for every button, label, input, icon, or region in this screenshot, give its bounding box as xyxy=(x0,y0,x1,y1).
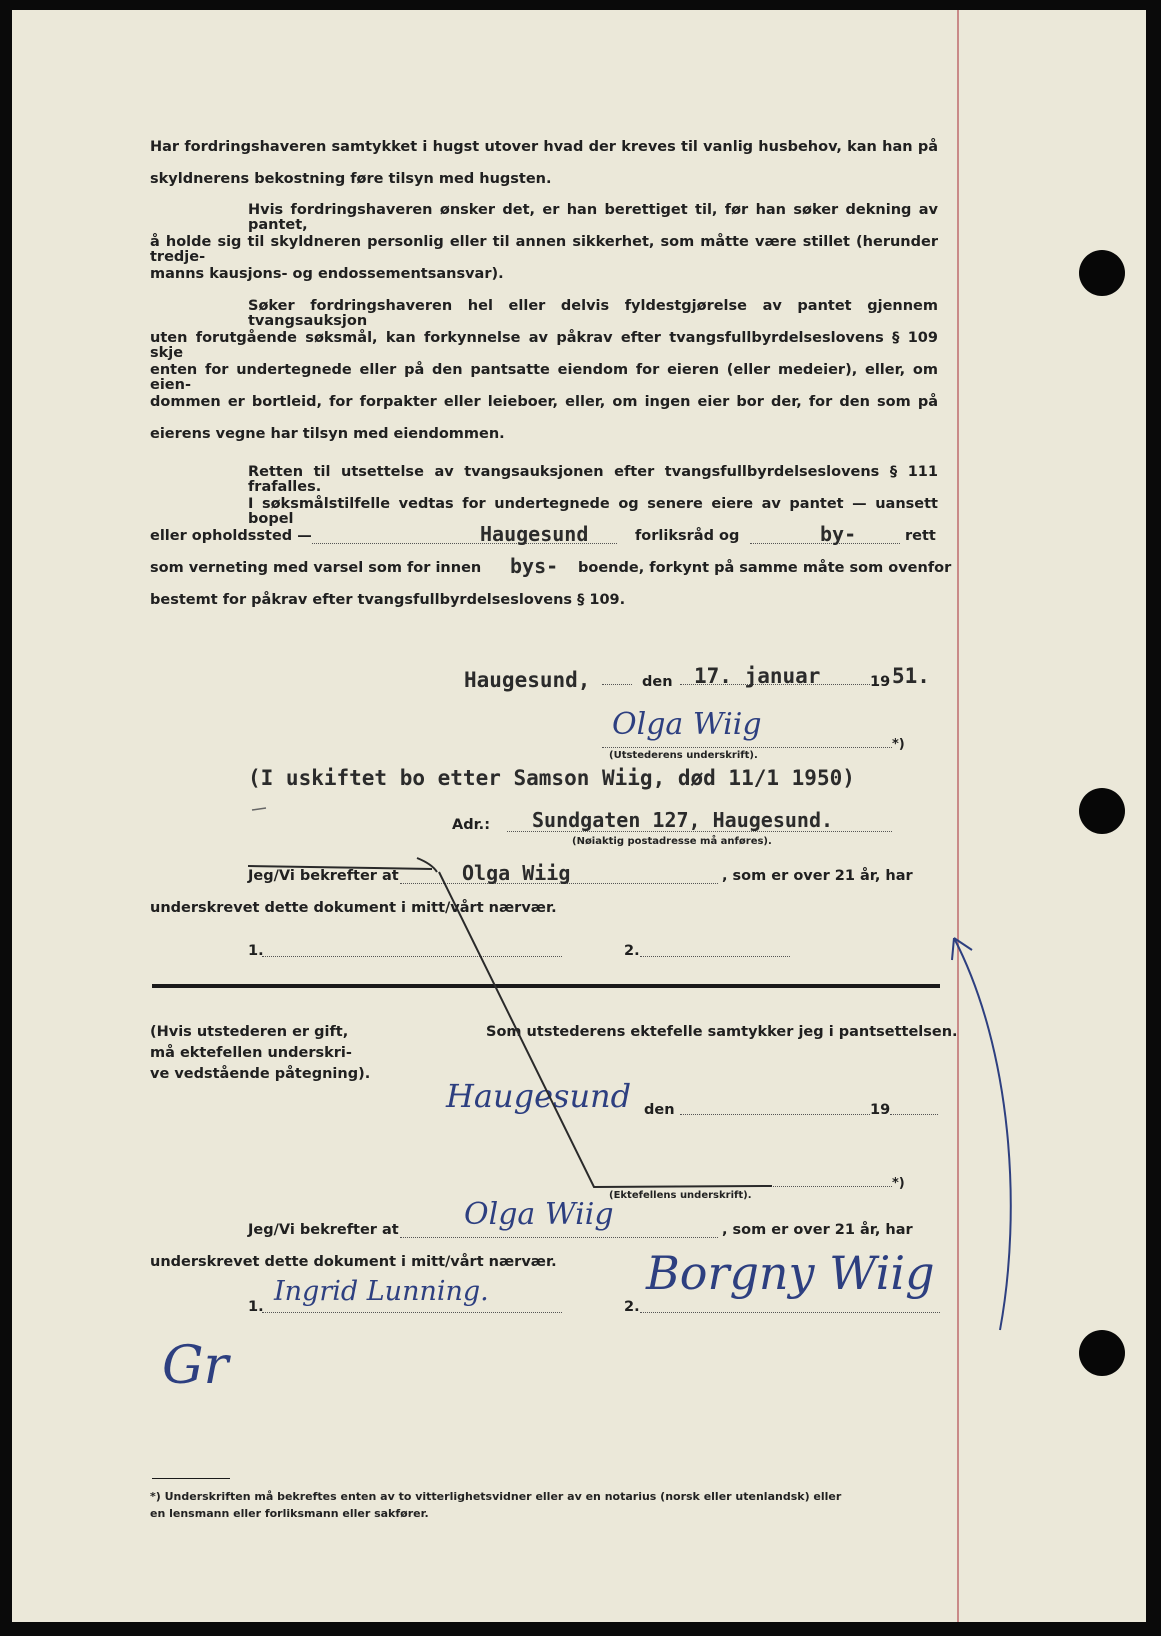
body-line: rett xyxy=(905,528,936,544)
year-prefix: 19 xyxy=(870,674,891,690)
issuer-signature: Olga Wiig xyxy=(612,707,762,742)
stray-mark xyxy=(252,808,266,810)
address-caption: (Nøiaktig postadresse må anføres). xyxy=(572,836,772,847)
body-line: enten for undertegnede eller på den pantsatte eiendom for eieren (eller medeier), eller, om eien- xyxy=(150,362,938,393)
body-line: forliksråd og xyxy=(635,528,740,544)
body-line: Har fordringshaveren samtykket i hugst utover hvad der kreves til vanlig husbehov, kan han på xyxy=(150,139,938,155)
body-line: skyldnerens bekostning føre tilsyn med hugsten. xyxy=(150,171,552,187)
witness-line2: underskrevet dette dokument i mitt/vårt nærvær. xyxy=(150,900,557,916)
body-line: Retten til utsettelse av tvangsauksjonen efter tvangsfullbyrdelseslovens § 111 frafalles. xyxy=(248,464,938,495)
address: Sundgaten 127, Haugesund. xyxy=(532,808,834,832)
footnote-line: en lensmann eller forliksmann eller sakfører. xyxy=(150,1507,429,1520)
witness-name: Olga Wiig xyxy=(462,861,571,885)
spouse-consent: Som utstederens ektefelle samtykker jeg i pantsettelsen. xyxy=(486,1024,958,1040)
spouse-place: Haugesund xyxy=(446,1077,632,1115)
witness-prefix: Jeg/Vi bekrefter at xyxy=(248,868,399,884)
spouse-caption: (Ektefellens underskrift). xyxy=(609,1190,752,1201)
body-line: manns kausjons- og endossementsansvar). xyxy=(150,266,504,282)
witness-signature-1: Ingrid Lunning. xyxy=(274,1276,489,1307)
court-type: by- xyxy=(820,522,857,546)
spouse-note-line: må ektefellen underskri- xyxy=(150,1045,352,1061)
body-line: dommen er bortleid, for forpakter eller leieboer, eller, om ingen eier bor der, for den som på xyxy=(150,394,938,410)
cross-line xyxy=(439,872,772,1187)
body-line: I søksmålstilfelle vedtas for undertegnede og senere eiere av pantet — uansett bopel xyxy=(248,496,938,527)
spouse-note-line: (Hvis utstederen er gift, xyxy=(150,1024,349,1040)
ink-strokes xyxy=(12,10,1146,1622)
body-line: eller opholdssted — xyxy=(150,528,312,544)
asterisk: *) xyxy=(892,1176,905,1191)
asterisk: *) xyxy=(892,737,905,752)
body-line: Hvis fordringshaveren ønsker det, er han berettiget til, før han søker dekning av pantet, xyxy=(248,202,938,233)
date: 17. januar xyxy=(694,664,821,688)
adr-label: Adr.: xyxy=(452,817,490,833)
witness-line2: underskrevet dette dokument i mitt/vårt nærvær. xyxy=(150,1254,557,1270)
den-label: den xyxy=(642,674,673,690)
document-page xyxy=(12,10,1146,1622)
witness-prefix: Jeg/Vi bekrefter at xyxy=(248,1222,399,1238)
body-line: å holde sig til skyldneren personlig eller til annen sikkerhet, som måtte være stillet (herunder tredje- xyxy=(150,234,938,265)
body-line: som verneting med varsel som for innen xyxy=(150,560,482,576)
spouse-year-prefix: 19 xyxy=(870,1102,891,1118)
witness-suffix: , som er over 21 år, har xyxy=(722,1222,913,1238)
witness-number-2: 2. xyxy=(624,943,640,959)
body-line: boende, forkynt på samme måte som ovenfor xyxy=(578,560,952,576)
witness-number-1: 1. xyxy=(248,1299,264,1315)
spouse-note-line: ve vedstående påtegning). xyxy=(150,1066,371,1082)
body-line: eierens vegne har tilsyn med eiendommen. xyxy=(150,426,505,442)
witness-number-2: 2. xyxy=(624,1299,640,1315)
witness-signature-2: Borgny Wiig xyxy=(646,1246,935,1300)
body-line: Søker fordringshaveren hel eller delvis fyldestgjørelse av pantet gjennem tvangsauksjon xyxy=(248,298,938,329)
witness-number-1: 1. xyxy=(248,943,264,959)
body-line: bestemt for påkrav efter tvangsfullbyrdelseslovens § 109. xyxy=(150,592,626,608)
witness-suffix: , som er over 21 år, har xyxy=(722,868,913,884)
court-city: Haugesund xyxy=(480,522,589,546)
issuer-note: (I uskiftet bo etter Samson Wiig, død 11/1 1950) xyxy=(248,766,855,790)
spouse-den: den xyxy=(644,1102,675,1118)
body-line: uten forutgående søksmål, kan forkynnelse av påkrav efter tvangsfullbyrdelseslovens § 109 skje xyxy=(150,330,938,361)
place: Haugesund, xyxy=(464,668,591,692)
year-suffix: 51. xyxy=(892,664,930,688)
strike-line xyxy=(248,866,432,869)
residence-type: bys- xyxy=(510,554,559,578)
arrow-line xyxy=(954,938,1011,1330)
footnote-line: *) Underskriften må bekreftes enten av to vitterlighetsvidner eller av en notarius (norsk eller utenlandsk) eller xyxy=(150,1490,842,1503)
issuer-caption: (Utstederens underskrift). xyxy=(609,750,758,761)
initials: Gr xyxy=(162,1336,229,1396)
witness-name-handwritten: Olga Wiig xyxy=(464,1197,614,1232)
